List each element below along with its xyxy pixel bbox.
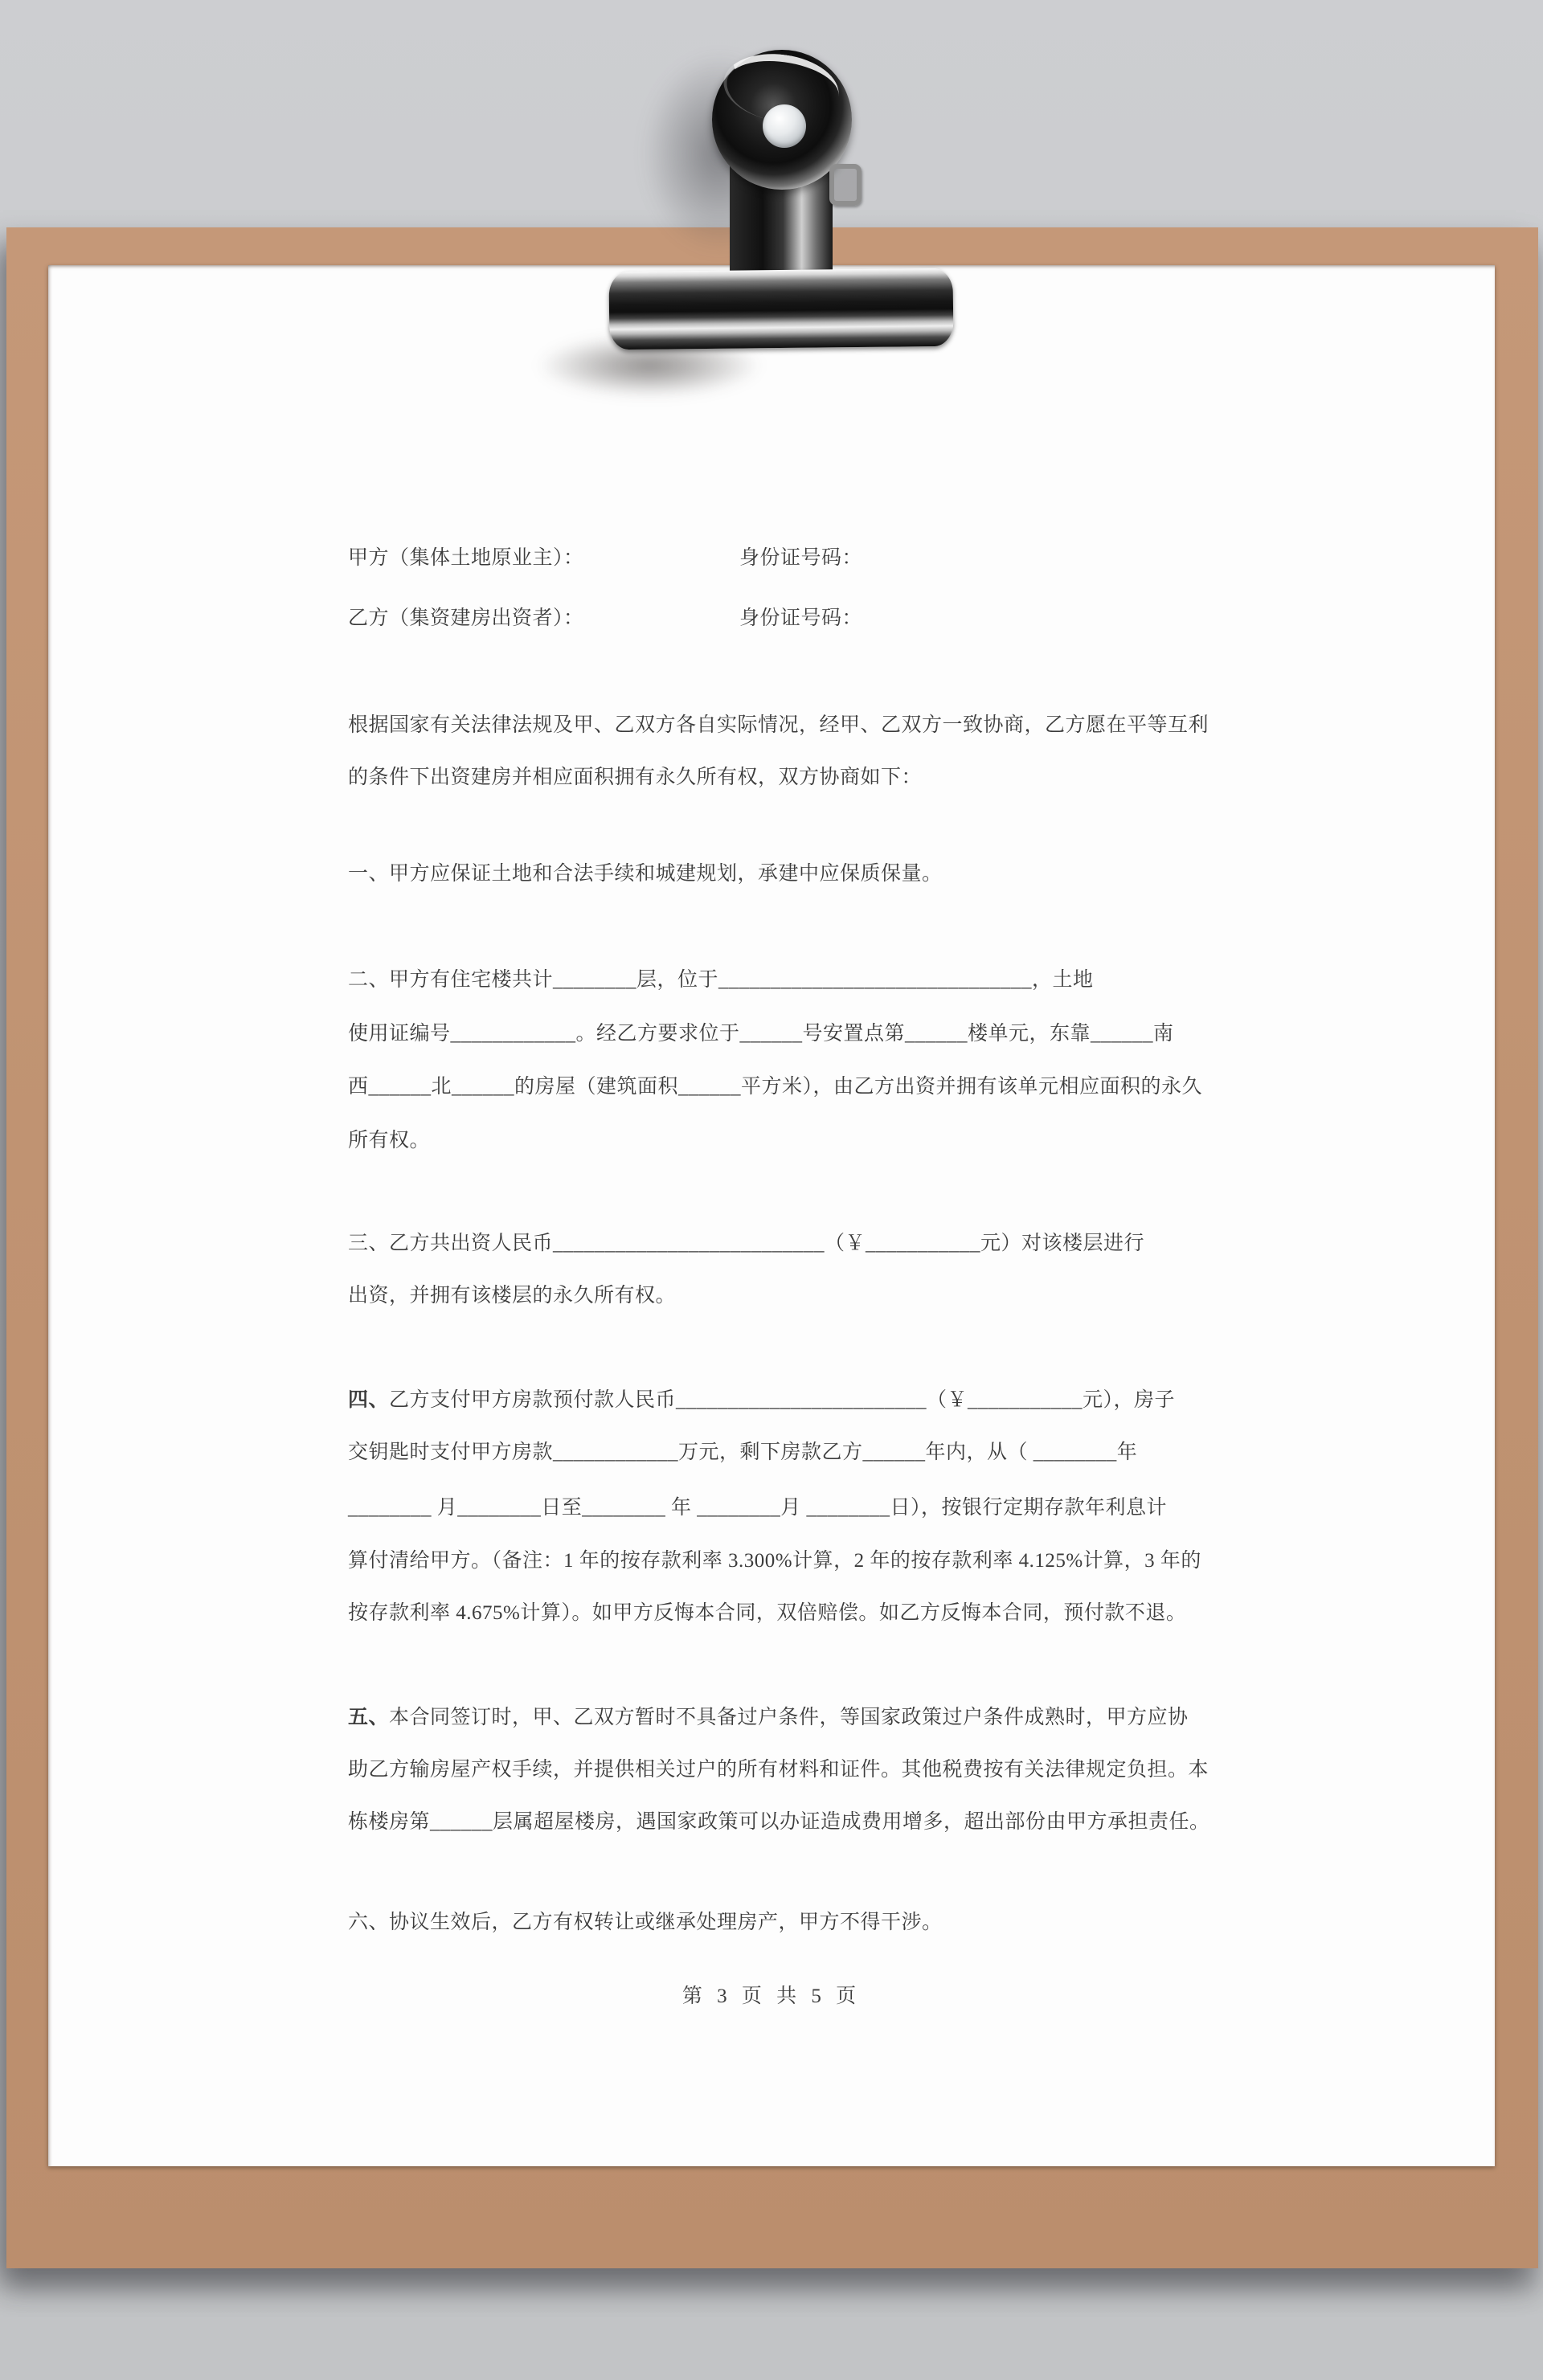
document-text: 一、甲方应保证土地和合法手续和城建规划，承建中应保质保量。 <box>348 863 943 885</box>
document-text: 乙方支付甲方房款预付款人民币________________________（￥___________元），房子 <box>389 1389 1176 1411</box>
document-line <box>348 1704 1189 1732</box>
clip-keeper-loop <box>829 164 862 206</box>
id-number-label: 身份证号码： <box>739 547 863 569</box>
document-text: 本合同签订时，甲、乙双方暂时不具备过户条件，等国家政策过户条件成熟时，甲方应协 <box>389 1707 1189 1728</box>
document-line <box>348 605 863 632</box>
document-text: 算付清给甲方。（备注：1 年的按存款利率 3.300%计算，2 年的按存款利率 4.125%计算，3 年的 <box>348 1550 1201 1572</box>
document-line <box>348 1282 676 1310</box>
contract-paper <box>48 265 1495 2166</box>
document-text: 五、 <box>348 1707 390 1728</box>
document-text: 栋楼房第______层属超屋楼房，遇国家政策可以办证造成费用增多，超出部份由甲方承担责任。 <box>348 1811 1210 1833</box>
document-text: 西______北______的房屋（建筑面积______平方米），由乙方出资并拥有该单元相应面积的永久 <box>348 1076 1203 1098</box>
document-line <box>348 1127 430 1155</box>
page-number: 第 3 页 共 5 页 <box>681 1985 862 2007</box>
document-line <box>348 861 943 888</box>
document-line <box>348 1548 1201 1575</box>
id-number-label: 身份证号码： <box>739 607 863 629</box>
document-text: 所有权。 <box>348 1130 431 1151</box>
document-line <box>348 1020 1174 1048</box>
clip-base <box>609 268 954 350</box>
document-text: ________ 月________日至________ 年 ________月 ________日），按银行定期存款年利息计 <box>348 1497 1168 1519</box>
clip-ring-hole <box>763 104 806 148</box>
document-text: 乙方（集资建房出资者）： <box>348 607 584 629</box>
document-text: 甲方（集体土地原业主）： <box>348 547 584 569</box>
document-line <box>348 545 863 572</box>
document-text: 按存款利率 4.675%计算）。如甲方反悔本合同，双倍赔偿。如乙方反悔本合同，预付款不退。 <box>348 1602 1187 1624</box>
document-text: 二、甲方有住宅楼共计________层，位于______________________________，土地 <box>348 969 1094 991</box>
document-text: 六、协议生效后，乙方有权转让或继承处理房产，甲方不得干涉。 <box>348 1912 943 1933</box>
contract-text-area <box>48 265 1495 2166</box>
document-text: 交钥匙时支付甲方房款____________万元，剩下房款乙方______年内，从（ ________年 <box>348 1441 1138 1463</box>
document-line <box>348 764 922 791</box>
document-text: 出资，并拥有该楼层的永久所有权。 <box>348 1285 677 1307</box>
document-text: 三、乙方共出资人民币__________________________（￥___________元）对该楼层进行 <box>348 1233 1145 1254</box>
document-line <box>348 1495 1167 1522</box>
document-line <box>348 1439 1137 1466</box>
document-line <box>348 1073 1202 1101</box>
document-text: 助乙方输房屋产权手续，并提供相关过户的所有材料和证件。其他税费按有关法律规定负担。本 <box>348 1759 1209 1781</box>
document-line <box>348 1387 1175 1414</box>
document-line <box>348 967 1094 994</box>
document-text: 的条件下出资建房并相应面积拥有永久所有权，双方协商如下： <box>348 767 923 788</box>
document-line <box>348 1600 1186 1627</box>
document-line <box>348 1230 1144 1257</box>
document-line <box>348 1809 1210 1836</box>
document-line <box>348 1909 943 1936</box>
document-text: 根据国家有关法律法规及甲、乙双方各自实际情况，经甲、乙双方一致协商，乙方愿在平等互利 <box>348 714 1209 736</box>
document-text: 四、 <box>348 1389 390 1411</box>
document-text: 使用证编号____________。经乙方要求位于______号安置点第______楼单元，东靠______南 <box>348 1023 1174 1045</box>
document-line <box>348 1756 1209 1784</box>
document-line <box>348 712 1209 739</box>
